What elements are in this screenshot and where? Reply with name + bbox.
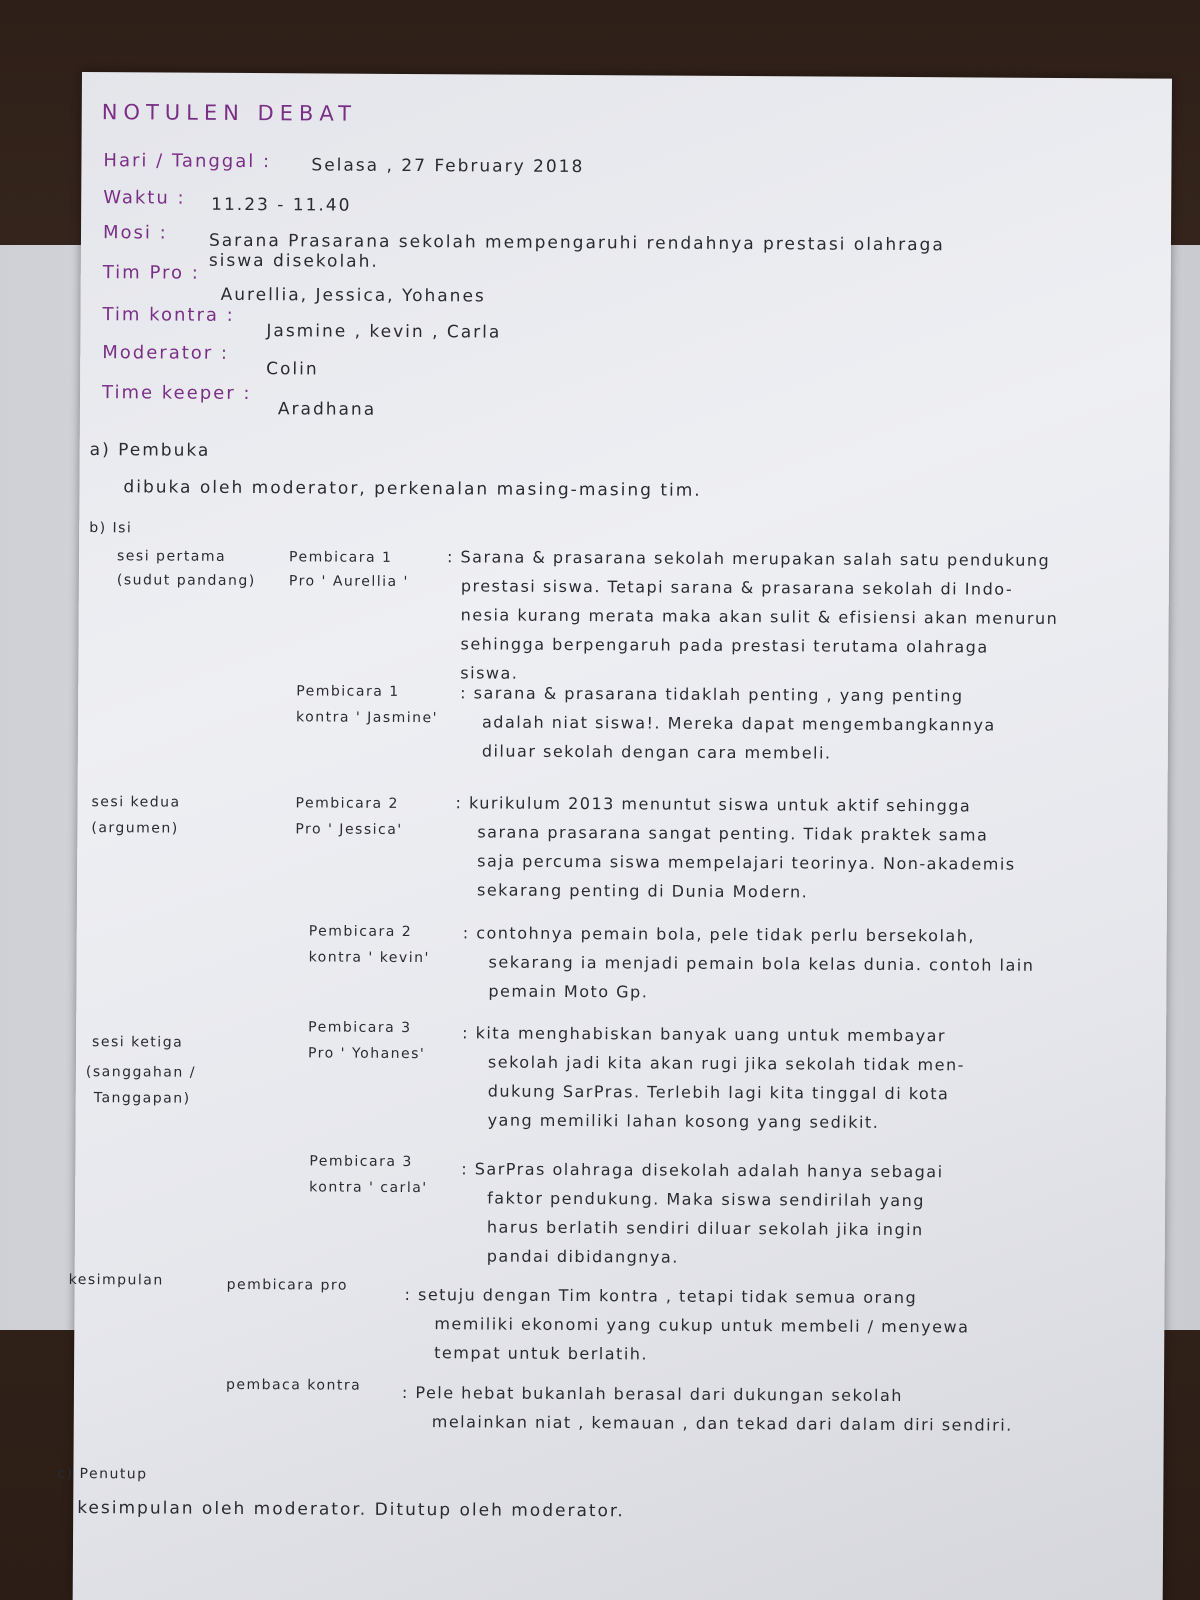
- time-label: Waktu :: [103, 187, 186, 209]
- moderator-label: Moderator :: [102, 342, 230, 364]
- content-heading: b) Isi: [89, 520, 133, 537]
- motion-label: Mosi :: [102, 222, 168, 244]
- argument-line: dukung SarPras. Terlebih lagi kita tinggal di kota: [487, 1081, 950, 1104]
- session-2-pro-argument: [455, 788, 1016, 907]
- session-1-name: sesi pertama: [116, 548, 227, 565]
- session-3-name: sesi ketiga: [92, 1034, 184, 1051]
- conclusion-contra-label: pembaca kontra: [225, 1376, 362, 1394]
- pro-team-value: Aurellia, Jessica, Yohanes: [220, 284, 486, 307]
- argument-line: : kurikulum 2013 menuntut siswa untuk aktif sehingga: [455, 793, 972, 816]
- argument-line: sekarang penting di Dunia Modern.: [476, 880, 809, 902]
- argument-line: nesia kurang merata maka akan sulit & efisiensi akan menurun: [460, 605, 1059, 628]
- session-3-contra-speaker: Pembicara 3: [309, 1153, 413, 1171]
- closing-heading: c) Penutup: [57, 1465, 148, 1483]
- session-3-contra-speaker-name: kontra ' carla': [309, 1179, 428, 1197]
- day-date-label: Hari / Tanggal :: [103, 150, 272, 173]
- conclusion-label: kesimpulan: [68, 1271, 164, 1289]
- contra-team-label: Tim kontra :: [102, 304, 235, 326]
- conclusion-line: : Pele hebat bukanlah berasal dari dukungan sekolah: [401, 1382, 903, 1406]
- session-2-contra-speaker: Pembicara 2: [308, 923, 413, 941]
- time-value: 11.23 - 11.40: [211, 194, 352, 216]
- argument-line: : contohnya pemain bola, pele tidak perlu bersekolah,: [462, 923, 976, 946]
- argument-line: yang memiliki lahan kosong yang sedikit.: [487, 1110, 880, 1132]
- argument-line: sarana prasarana sangat penting. Tidak praktek sama: [477, 822, 989, 845]
- session-3-pro-speaker: Pembicara 3: [308, 1019, 412, 1037]
- session-3-pro-speaker-name: Pro ' Yohanes': [307, 1045, 426, 1063]
- conclusion-line: memiliki ekonomi yang cukup untuk membeli / menyewa: [434, 1314, 970, 1337]
- session-1-pro-speaker-name: Pro ' Aurellia ': [288, 573, 409, 591]
- document-title: NOTULEN DEBAT: [101, 100, 358, 126]
- session-1-contra-speaker-name: kontra ' Jasmine': [296, 709, 439, 727]
- argument-line: sekolah jadi kita akan rugi jika sekolah tidak men-: [487, 1052, 965, 1075]
- motion-value-line-1: Sarana Prasarana sekolah mempengaruhi rendahnya prestasi olahraga: [208, 230, 945, 256]
- argument-line: : kita menghabiskan banyak uang untuk membayar: [462, 1023, 947, 1046]
- argument-line: sehingga berpengaruh pada prestasi terutama olahraga: [460, 634, 989, 657]
- session-2-contra-speaker-name: kontra ' kevin': [308, 949, 430, 967]
- session-3-pro-argument: [462, 1018, 966, 1137]
- session-2-pro-speaker-name: Pro ' Jessica': [295, 821, 403, 838]
- opening-heading: a) Pembuka: [89, 440, 211, 461]
- session-2-pro-speaker: Pembicara 2: [295, 795, 400, 812]
- conclusion-pro-label: pembicara pro: [226, 1276, 349, 1294]
- session-1-pro-speaker: Pembicara 1: [288, 549, 393, 566]
- notes-sheet: [57, 72, 1172, 1600]
- timekeeper-label: Time keeper :: [101, 382, 252, 405]
- session-2-subtitle: (argumen): [91, 820, 179, 837]
- session-1-pro-argument: [446, 542, 1059, 691]
- session-2-name: sesi kedua: [91, 794, 181, 811]
- argument-line: sekarang ia menjadi pemain bola kelas dunia. contoh lain: [488, 952, 1035, 975]
- session-3-subtitle: (sanggahan /: [85, 1064, 197, 1081]
- conclusion-line: melainkan niat , kemauan , dan tekad dari dalam diri sendiri.: [431, 1412, 1013, 1435]
- motion-value-line-2: siswa disekolah.: [208, 250, 379, 272]
- argument-line: saja percuma siswa mempelajari teorinya. Non-akademis: [477, 851, 1016, 874]
- argument-line: : SarPras olahraga disekolah adalah hanya sebagai: [461, 1159, 944, 1182]
- session-1-subtitle: (sudut pandang): [116, 572, 256, 590]
- session-3-subtitle-2: Tanggapan): [93, 1090, 191, 1107]
- opening-text: dibuka oleh moderator, perkenalan masing-masing tim.: [123, 477, 702, 501]
- argument-line: : Sarana & prasarana sekolah merupakan salah satu pendukung: [446, 547, 1051, 570]
- timekeeper-value: Aradhana: [277, 399, 377, 420]
- argument-line: diluar sekolah dengan cara membeli.: [481, 741, 832, 763]
- day-date-value: Selasa , 27 February 2018: [311, 155, 585, 178]
- conclusion-contra-text: [402, 1378, 1013, 1440]
- conclusion-pro-text: [404, 1280, 970, 1370]
- argument-line: pandai dibidangnya.: [486, 1246, 679, 1267]
- argument-line: : sarana & prasarana tidaklah penting , yang penting: [460, 683, 964, 706]
- session-2-contra-argument: [462, 918, 1034, 1008]
- argument-line: prestasi siswa. Tetapi sarana & prasarana sekolah di Indo-: [460, 576, 1014, 599]
- moderator-value: Colin: [266, 359, 319, 380]
- conclusion-line: tempat untuk berlatih.: [434, 1343, 649, 1364]
- argument-line: harus berlatih sendiri diluar sekolah jika ingin: [486, 1217, 924, 1240]
- pro-team-label: Tim Pro :: [102, 262, 200, 284]
- argument-line: pemain Moto Gp.: [488, 981, 649, 1002]
- contra-team-value: Jasmine , kevin , Carla: [266, 321, 502, 343]
- session-1-contra-speaker: Pembicara 1: [296, 683, 400, 700]
- session-3-contra-argument: [461, 1154, 944, 1273]
- argument-line: faktor pendukung. Maka siswa sendirilah yang: [487, 1188, 926, 1211]
- argument-line: adalah niat siswa!. Mereka dapat mengembangkannya: [481, 712, 996, 735]
- closing-text: kesimpulan oleh moderator. Ditutup oleh moderator.: [77, 1497, 625, 1522]
- session-1-contra-argument: [460, 678, 996, 768]
- argument-line: siswa.: [460, 663, 519, 683]
- conclusion-line: : setuju dengan Tim kontra , tetapi tidak semua orang: [404, 1284, 918, 1308]
